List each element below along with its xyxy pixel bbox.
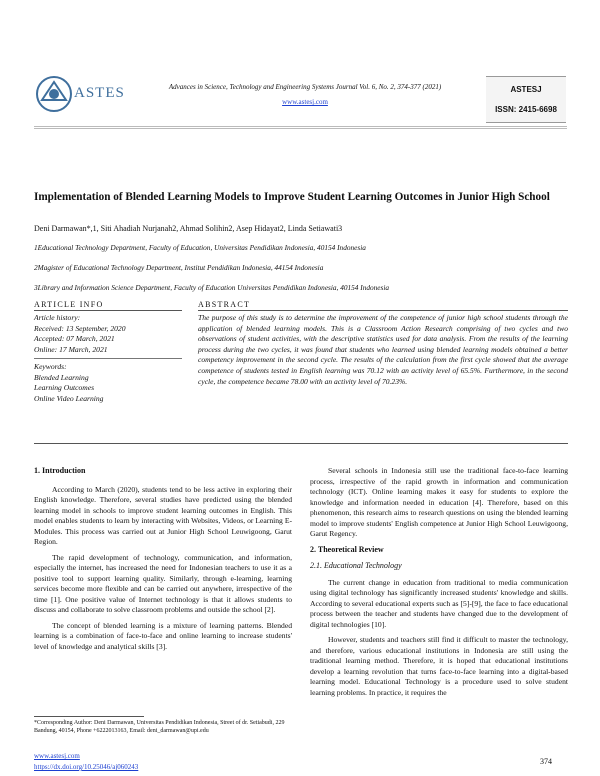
issn: ISSN: 2415-6698 [495,105,557,114]
paragraph: The rapid development of technology, communication, and information, especially the internet, has increased the need for Indonesian teachers to use it as a positive tool to support learning quality. Similarly, through e-learning, learning services become more flexible and can be carried out anywhere, irrespective of the time [1]. One positive value of Internet technology is that it allows students to discuss and collaborate to solve classroom problems and outside the school [2]. [34,552,292,614]
abstract-heading: ABSTRACT [198,300,568,311]
keywords-label: Keywords: [34,362,67,371]
journal-url-link[interactable]: www.astesj.com [282,98,328,106]
affiliation-2: 2Magister of Educational Technology Department, Institut Pendidikan Indonesia, 44154 Indonesia [34,263,324,272]
doi-link[interactable]: https://dx.doi.org/10.25046/aj060243 [34,763,139,771]
paragraph: The current change in education from traditional to media communication using digital technology has significantly increased students' knowledge and skills. According to several educational experts such as [5]-[9], the face to face educational process between the teacher and students have changed due to the development of digital technologies [10]. [310,577,568,629]
paragraph: However, students and teachers still find it difficult to master the technology, and therefore, various educational institutions in Indonesia are still using the traditional learning method. Therefore, it is hoped that educational institutions develop a learning revolution that turns face-to-face learning into a digital-based learning model. Educational Technology is a procedure used to solve student learning problems. In practice, it requires the [310,635,568,697]
article-info [34,300,182,404]
paragraph: The concept of blended learning is a mixture of learning patterns. Blended learning is a combination of face-to-face and online learning to increase students' level of knowledge and analytical skills [3]. [34,620,292,651]
page-number: 374 [540,757,552,766]
keyword: Blended Learning [34,372,89,382]
left-column [34,466,292,657]
article-info-heading: ARTICLE INFO [34,300,182,311]
info-divider [34,358,182,359]
theory-heading: 2. Theoretical Review [310,544,384,554]
authors: Deni Darmawan*,1, Siti Ahadiah Nurjanah2, Ahmad Solihin2, Asep Hidayat2, Linda Setiawati3 [34,224,343,233]
received-date: Received: 13 September, 2020 [34,323,126,333]
paper-title: Implementation of Blended Learning Models to Improve Student Learning Outcomes in Junior High School [34,191,550,203]
footnote-rule [34,716,144,717]
keyword: Learning Outcomes [34,383,95,392]
accepted-date: Accepted: 07 March, 2021 [34,334,115,343]
header-rule [34,126,567,127]
affiliation-1: 1Educational Technology Department, Faculty of Education, Universitas Pendidikan Indonesia, 40154 Indonesia [34,243,366,252]
journal-id-box [486,76,566,123]
journal-name: Advances in Science, Technology and Engineering Systems Journal Vol. 6, No. 2, 374-377 (2021) [168,83,442,91]
corresponding-author-footnote: *Corresponding Author: Deni Darmawan, Universitas Pendidikan Indonesia, Street of dr. Setiabudi, 229 Bandung, 40154, Phone +6222013163, Email: deni_darmawan@upi.edu [34,720,285,734]
site-url-link[interactable]: www.astesj.com [34,752,80,760]
abstract-text: The purpose of this study is to determine the improvement of the competence of junior high school students through the application of blended learning models. This is a Classroom Action Research comprising of two cycles and two observations of student activities, with the descriptive statistics used for data analysis. From the results of the learning process during the two cycles, it was found that students who learned using blended learning models obtained a better competency improvement in the second cycle. The results of the calculation from the first cycle showed that the average competence of students tested in English learning was 70.12 with an activity level of 65.5%. Furthermore, in the second cycle, the competence became 78.00 with an activity level of 70.23%. [198,313,568,386]
section-rule [34,443,568,444]
journal-abbrev: ASTESJ [510,85,542,94]
logo-text: ASTES [74,85,125,101]
affiliation-3: 3Library and Information Science Department, Faculty of Education Universitas Pendidikan Indonesia, 40154 Indonesia [34,283,390,292]
history-label: Article history: [34,313,81,322]
subsection-heading: 2.1. Educational Technology [310,561,402,570]
intro-heading: 1. Introduction [34,466,86,475]
paragraph: According to March (2020), students tend to be less active in exploring their English knowledge. Therefore, several studies have predicted using the blended learning model in schools to improve student learning outcomes in English. This model enables students to learn by interacting with Websites, Videos, or Learning E-Modules. This process was carried out at Junior High School Leuwigoong, Garut Region. [34,484,292,546]
online-date: Online: 17 March, 2021 [34,344,108,354]
abstract [198,300,568,387]
paragraph: Several schools in Indonesia still use the traditional face-to-face learning process, irrespective of the rapid growth in information and communication technology (ICT). Online learning makes it easy for students to explore the knowledge and information needed in education [4]. Therefore, based on this phenomenon, this research aims to research questions on using the blended learning model to improve students' English competence at Junior High School Leuwigoong, Garut Regency. [310,466,568,538]
logo-emblem-icon [34,74,74,114]
keyword: Online Video Learning [34,393,104,403]
right-column [310,466,568,703]
journal-logo [34,70,142,126]
header-rule-2 [34,128,567,129]
